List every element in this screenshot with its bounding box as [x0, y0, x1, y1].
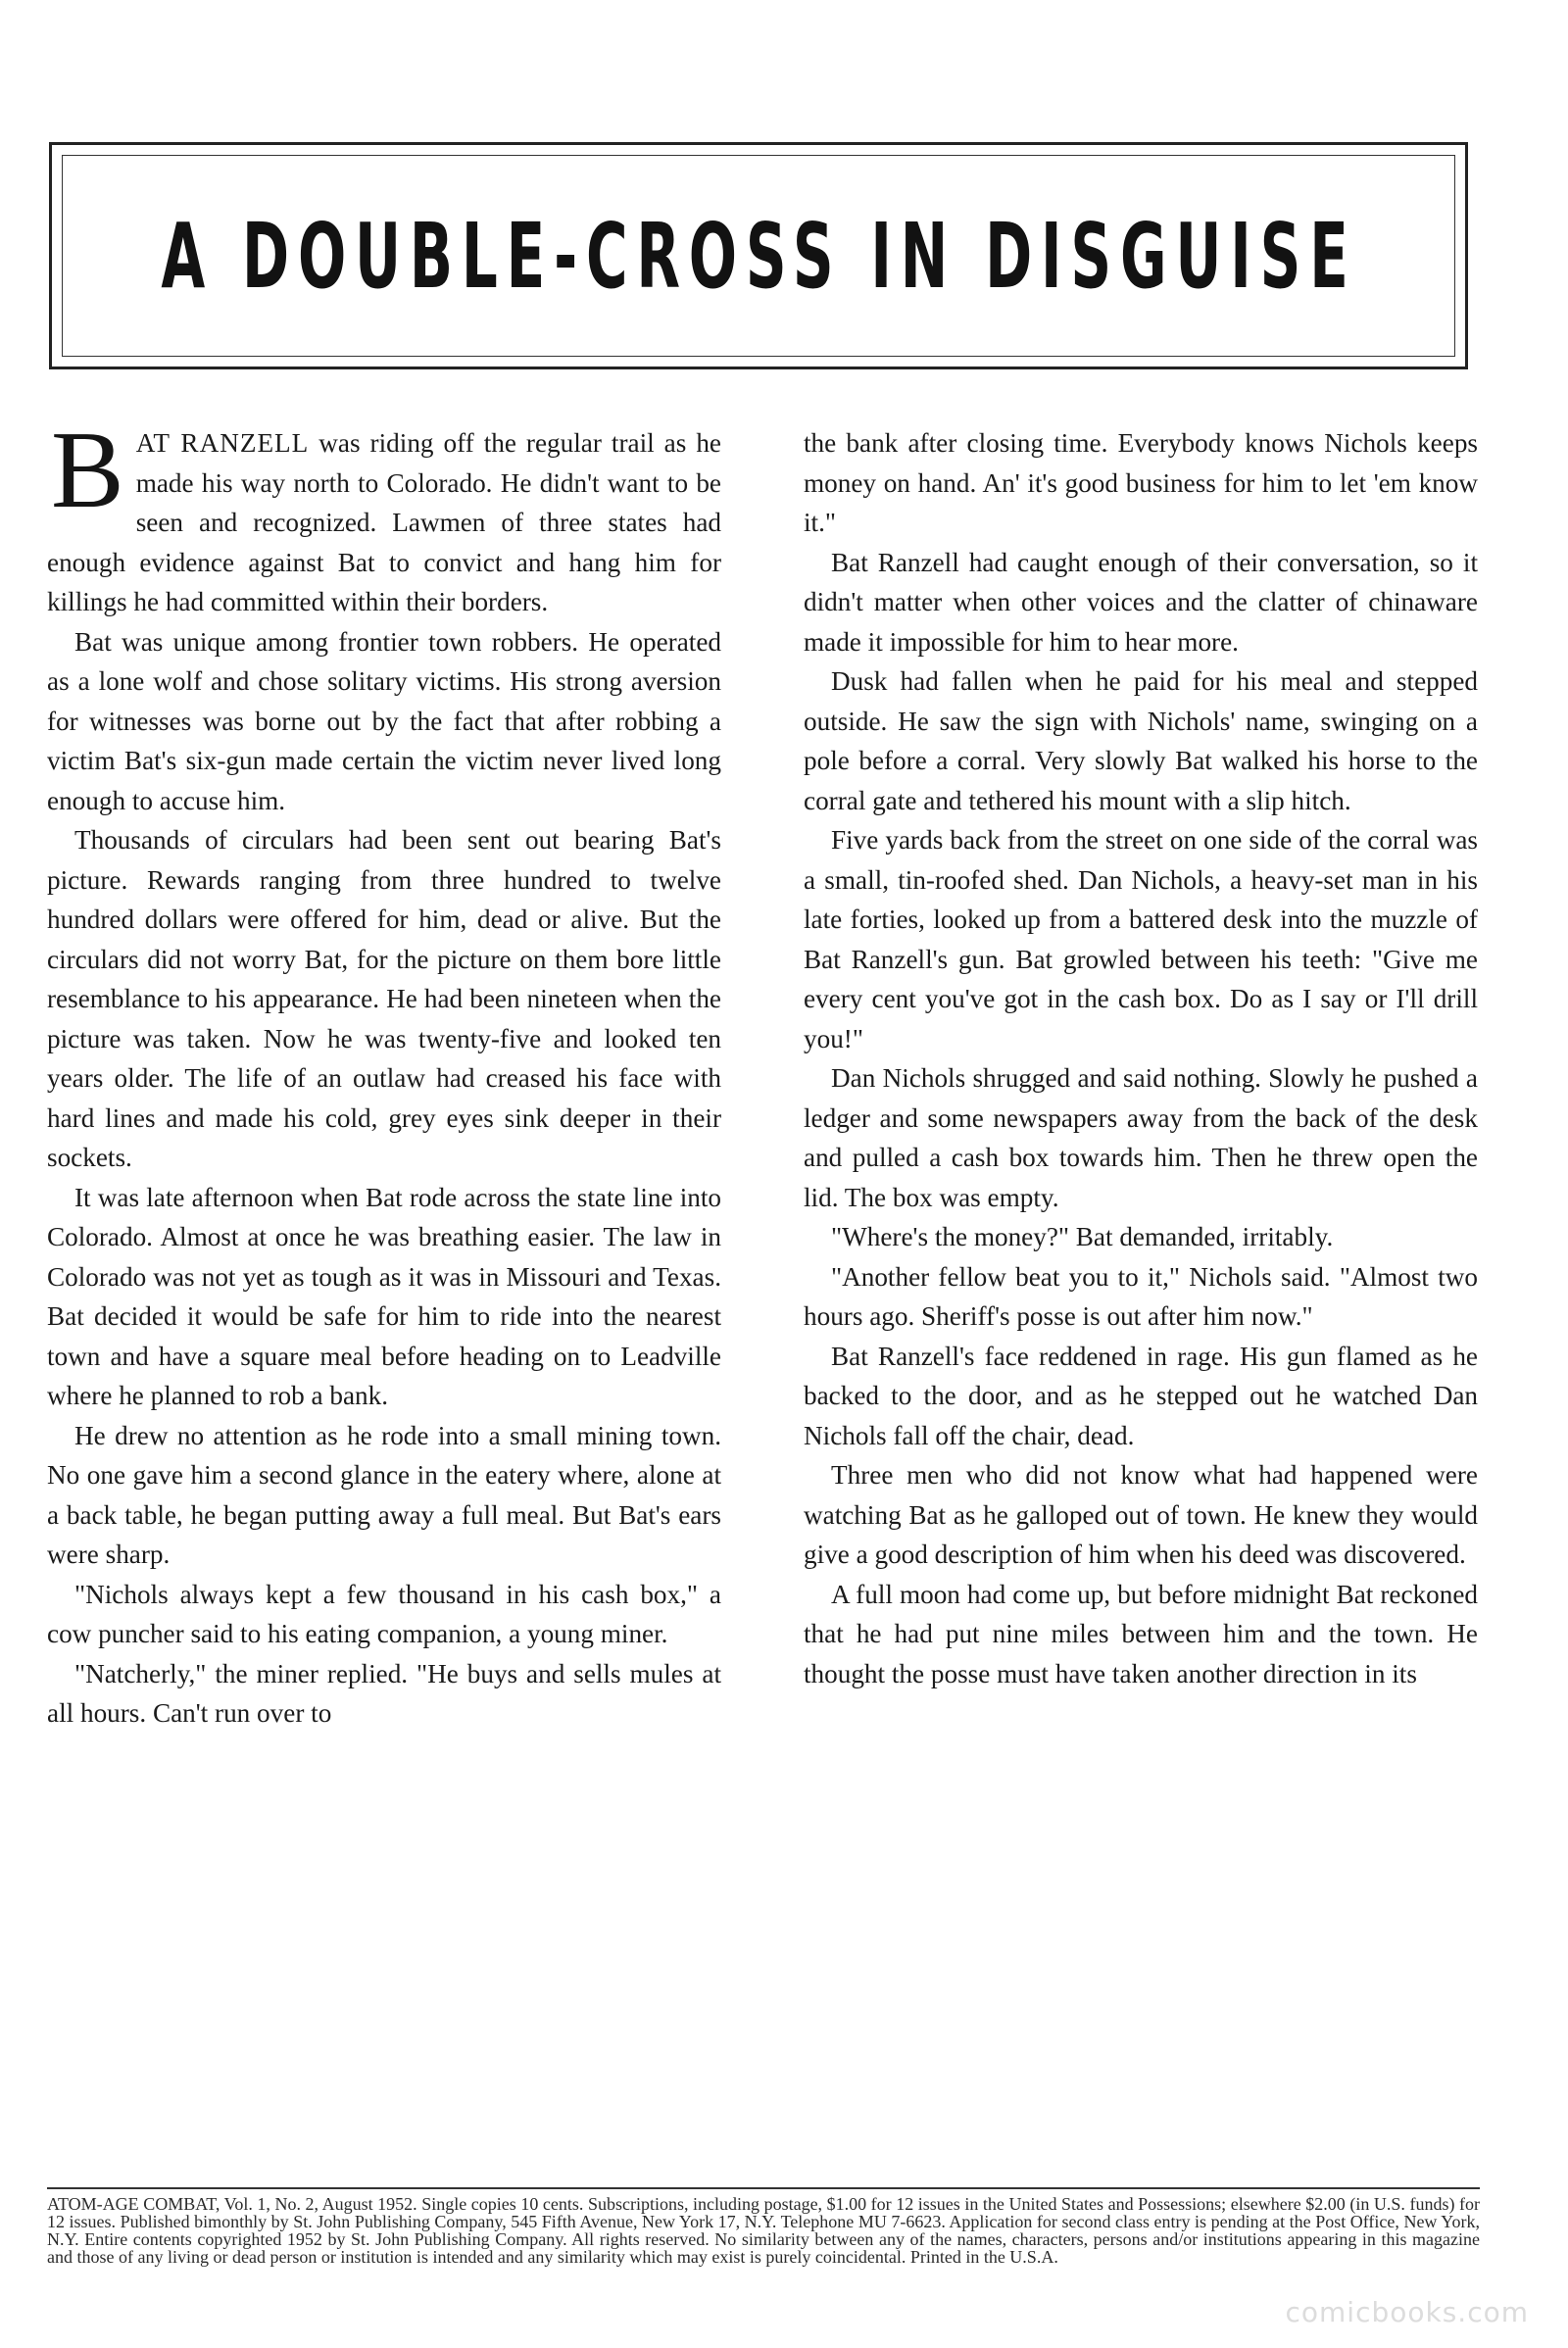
body-paragraph: "Nichols always kept a few thousand in his cash box," a cow puncher said to his eating companion, a young miner. [47, 1579, 721, 1648]
title-frame [49, 142, 1468, 369]
continued-paragraph: the bank after closing time. Everybody knows Nichols keeps money on hand. An' it's good business for him to let 'em know it." [804, 428, 1478, 537]
body-paragraph: A full moon had come up, but before midnight Bat reckoned that he had put nine miles between him and the town. He thought the posse must have taken another direction in its [804, 1579, 1478, 1688]
left-column [47, 410, 721, 1734]
opening-paragraph [47, 410, 721, 622]
body-paragraph: Bat was unique among frontier town robbers. He operated as a lone wolf and chose solitary victims. His strong aversion for witnesses was borne out by the fact that after robbing a victim Bat's six-gun made certain the victim never lived long enough to accuse him. [47, 626, 721, 815]
body-paragraph: Five yards back from the street on one side of the corral was a small, tin-roofed shed. Dan Nichols, a heavy-set man in his late forties, looked up from a battered desk into the muzzle of Bat Ranzell's gun. Bat growled between his teeth: "Give me every cent you've got in the cash box. Do as I say or I'll drill you!" [804, 825, 1478, 1053]
page-title: A DOUBLE-CROSS IN DISGUISE [160, 203, 1357, 309]
body-paragraph: Dan Nichols shrugged and said nothing. Slowly he pushed a ledger and some newspapers away from the back of the desk and pulled a cash box towards him. Then he threw open the lid. The box was empty. [804, 1063, 1478, 1212]
body-paragraph: Thousands of circulars had been sent out bearing Bat's picture. Rewards ranging from three hundred to twelve hundred dollars were offered for him, dead or alive. But the circulars did not worry Bat, for the picture on them bore little resemblance to his appearance. He had been nineteen when the picture was taken. Now he was twenty-five and looked ten years older. The life of an outlaw had creased his face with hard lines and made his cold, grey eyes sink deeper in their sockets. [47, 825, 721, 1172]
body-paragraph: He drew no attention as he rode into a small mining town. No one gave him a second glance in the eatery where, alone at a back table, he began putting away a full meal. But Bat's ears were sharp. [47, 1420, 721, 1569]
body-paragraph: "Where's the money?" Bat demanded, irritably. [831, 1222, 1334, 1251]
title-frame-inner [62, 155, 1455, 357]
body-paragraph: Dusk had fallen when he paid for his meal and stepped outside. He saw the sign with Nichols' name, swinging on a pole before a corral. Very slowly Bat walked his horse to the corral gate and tethered his mount with a slip hitch. [804, 666, 1478, 815]
opening-text: was riding off the regular trail as he made his way north to Colorado. He didn't want to be seen and recognized. Lawmen of three states had enough evidence against Bat to convict and hang him for killings he had committed within their borders. [47, 428, 721, 616]
body-paragraph: Bat Ranzell's face reddened in rage. His gun flamed as he backed to the door, and as he stepped out he watched Dan Nichols fall off the chair, dead. [804, 1341, 1478, 1450]
body-paragraph: Three men who did not know what had happened were watching Bat as he galloped out of town. He knew they would give a good description of him when his deed was discovered. [804, 1460, 1478, 1569]
right-column [804, 423, 1478, 1693]
body-paragraph: Bat Ranzell had caught enough of their conversation, so it didn't matter when other voices and the clatter of chinaware made it impossible for him to hear more. [804, 547, 1478, 657]
footer-divider [47, 2187, 1480, 2189]
watermark: comicbooks.com [1285, 2296, 1529, 2328]
publication-notice: ATOM-AGE COMBAT, Vol. 1, No. 2, August 1952. Single copies 10 cents. Subscriptions, including postage, $1.00 for 12 issues in the United States and Possessions; elsewhere $2.00 (in U.S. funds) for 12 issues. Published bimonthly by St. John Publishing Company, 545 Fifth Avenue, New York 17, N.Y. Telephone MU 7-6623. Application for second class entry is pending at the Post Office, New York, N.Y. Entire contents copyrighted 1952 by St. John Publishing Company. All rights reserved. No similarity between any of the names, characters, persons and/or institutions appearing in this magazine and those of any living or dead person or institution is intended and any similarity which may exist is purely coincidental. Printed in the U.S.A. [47, 2194, 1480, 2267]
opening-caps: AT RANZELL [135, 428, 310, 458]
body-paragraph: "Another fellow beat you to it," Nichols said. "Almost two hours ago. Sheriff's posse is out after him now." [804, 1261, 1478, 1331]
drop-cap: B [51, 410, 124, 531]
body-paragraph: "Natcherly," the miner replied. "He buys and sells mules at all hours. Can't run over to [47, 1658, 721, 1728]
body-paragraph: It was late afternoon when Bat rode across the state line into Colorado. Almost at once he was breathing easier. The law in Colorado was not yet as tough as it was in Missouri and Texas. Bat decided it would be safe for him to ride into the nearest town and have a square meal before heading on to Leadville where he planned to rob a bank. [47, 1182, 721, 1410]
